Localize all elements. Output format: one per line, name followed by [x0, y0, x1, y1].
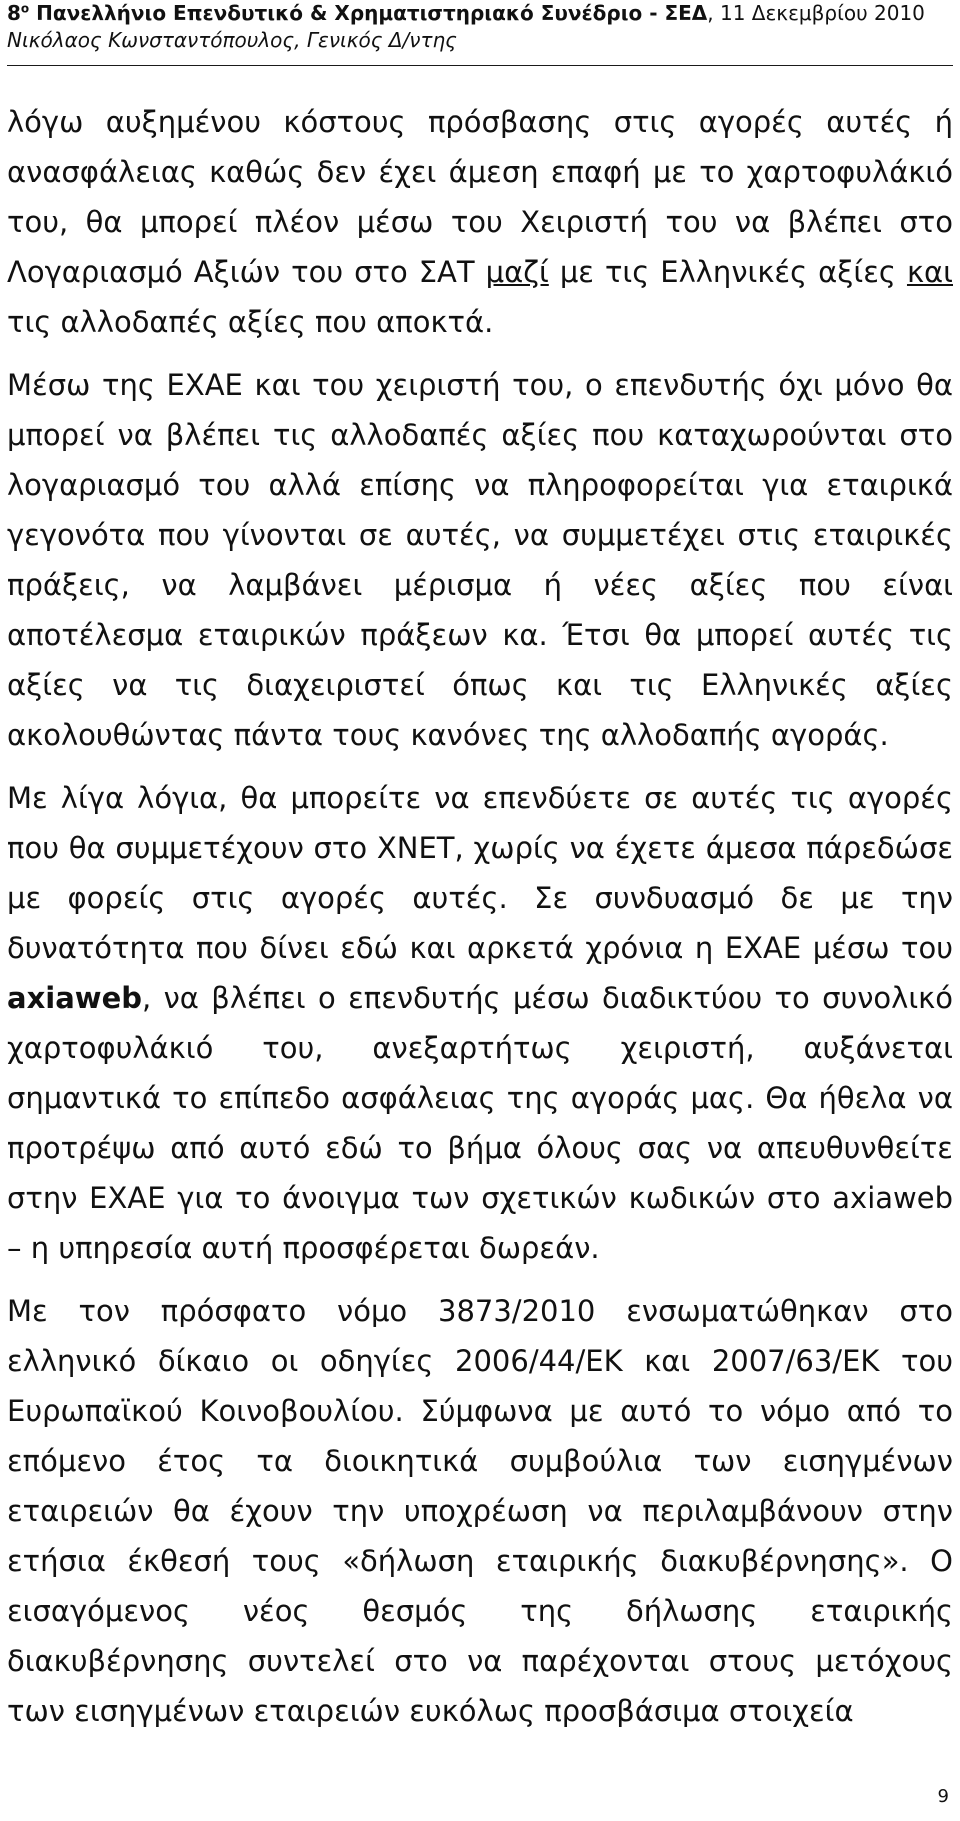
p1-text-2: με τις Ελληνικές αξίες [548, 255, 907, 289]
p3-bold-axiaweb: axiaweb [7, 981, 143, 1015]
paragraph-1 [7, 97, 953, 347]
p1-text-1: λόγω αυξημένου κόστους πρόσβασης στις αγορές αυτές ή ανασφάλειας καθώς δεν έχει άμεση επαφή με το χαρτοφυλάκιό του, θα μπορεί πλέον μέσω του Χειριστή του να βλέπει στο Λογαριασμό Αξιών του στο ΣΑΤ [7, 105, 953, 289]
title-ordinal-suffix: ο [20, 1, 30, 16]
speaker-subtitle: Νικόλαος Κωνσταντόπουλος, Γενικός Δ/ντης [7, 28, 457, 52]
page-number: 9 [937, 1786, 949, 1807]
document-body [7, 97, 953, 1749]
paragraph-2: Μέσω της ΕΧΑΕ και του χειριστή του, ο επενδυτής όχι μόνο θα μπορεί να βλέπει τις αλλοδαπές αξίες που καταχωρούνται στο λογαριασμό του αλλά επίσης να πληροφορείται για εταιρικά γεγονότα που γίνονται σε αυτές, να συμμετέχει στις εταιρικές πράξεις, να λαμβάνει μέρισμα ή νέες αξίες που είναι αποτέλεσμα εταιρικών πράξεων κα. Έτσι θα μπορεί αυτές τις αξίες να τις διαχειριστεί όπως και τις Ελληνικές αξίες ακολουθώντας πάντα τους κανόνες της αλλοδαπής αγοράς. [7, 368, 953, 752]
title-ordinal: 8 [7, 1, 21, 25]
p1-underline-1: μαζί [485, 255, 549, 289]
paragraph-4: Με τον πρόσφατο νόμο 3873/2010 ενσωματώθηκαν στο ελληνικό δίκαιο οι οδηγίες 2006/44/ΕΚ και 2007/63/ΕΚ του Ευρωπαϊκού Κοινοβουλίου. Σύμφωνα με αυτό το νόμο από το επόμενο έτος τα διοικητικά συμβούλια των εισηγμένων εταιρειών θα έχουν την υποχρέωση να περιλαμβάνουν στην ετήσια έκθεσή τους «δήλωση εταιρικής διακυβέρνησης». Ο εισαγόμενος νέος θεσμός της δήλωσης εταιρικής διακυβέρνησης συντελεί στο να παρέχονται στους μετόχους των εισηγμένων εταιρειών ευκόλως προσβάσιμα στοιχεία [7, 1294, 953, 1728]
paragraph-3 [7, 773, 953, 1273]
p3-text-2: , να βλέπει ο επενδυτής μέσω διαδικτύου το συνολικό χαρτοφυλάκιό του, ανεξαρτήτως χειριστή, αυξάνεται σημαντικά το επίπεδο ασφάλειας της αγοράς μας. Θα ήθελα να προτρέψω από αυτό εδώ το βήμα όλους σας να απευθυνθείτε στην ΕΧΑΕ για το άνοιγμα των σχετικών κωδικών στο axiaweb – η υπηρεσία αυτή προσφέρεται δωρεάν. [7, 981, 953, 1265]
header-divider [7, 65, 953, 66]
p1-text-3: τις αλλοδαπές αξίες που αποκτά. [7, 305, 494, 339]
conference-title [7, 0, 953, 27]
title-main: Πανελλήνιο Επενδυτικό & Χρηματιστηριακό Συνέδριο - ΣΕΔ [29, 1, 708, 25]
page-header [7, 0, 953, 54]
p3-text-1: Με λίγα λόγια, θα μπορείτε να επενδύετε σε αυτές τις αγορές που θα συμμετέχουν στο XNET, χωρίς να έχετε άμεσα πάρεδώσε με φορείς στις αγορές αυτές. Σε συνδυασμό δε με την δυνατότητα που δίνει εδώ και αρκετά χρόνια η ΕΧΑΕ μέσω του [7, 781, 953, 965]
title-date: , 11 Δεκεμβρίου 2010 [707, 1, 925, 25]
p1-underline-2: και [906, 255, 953, 289]
